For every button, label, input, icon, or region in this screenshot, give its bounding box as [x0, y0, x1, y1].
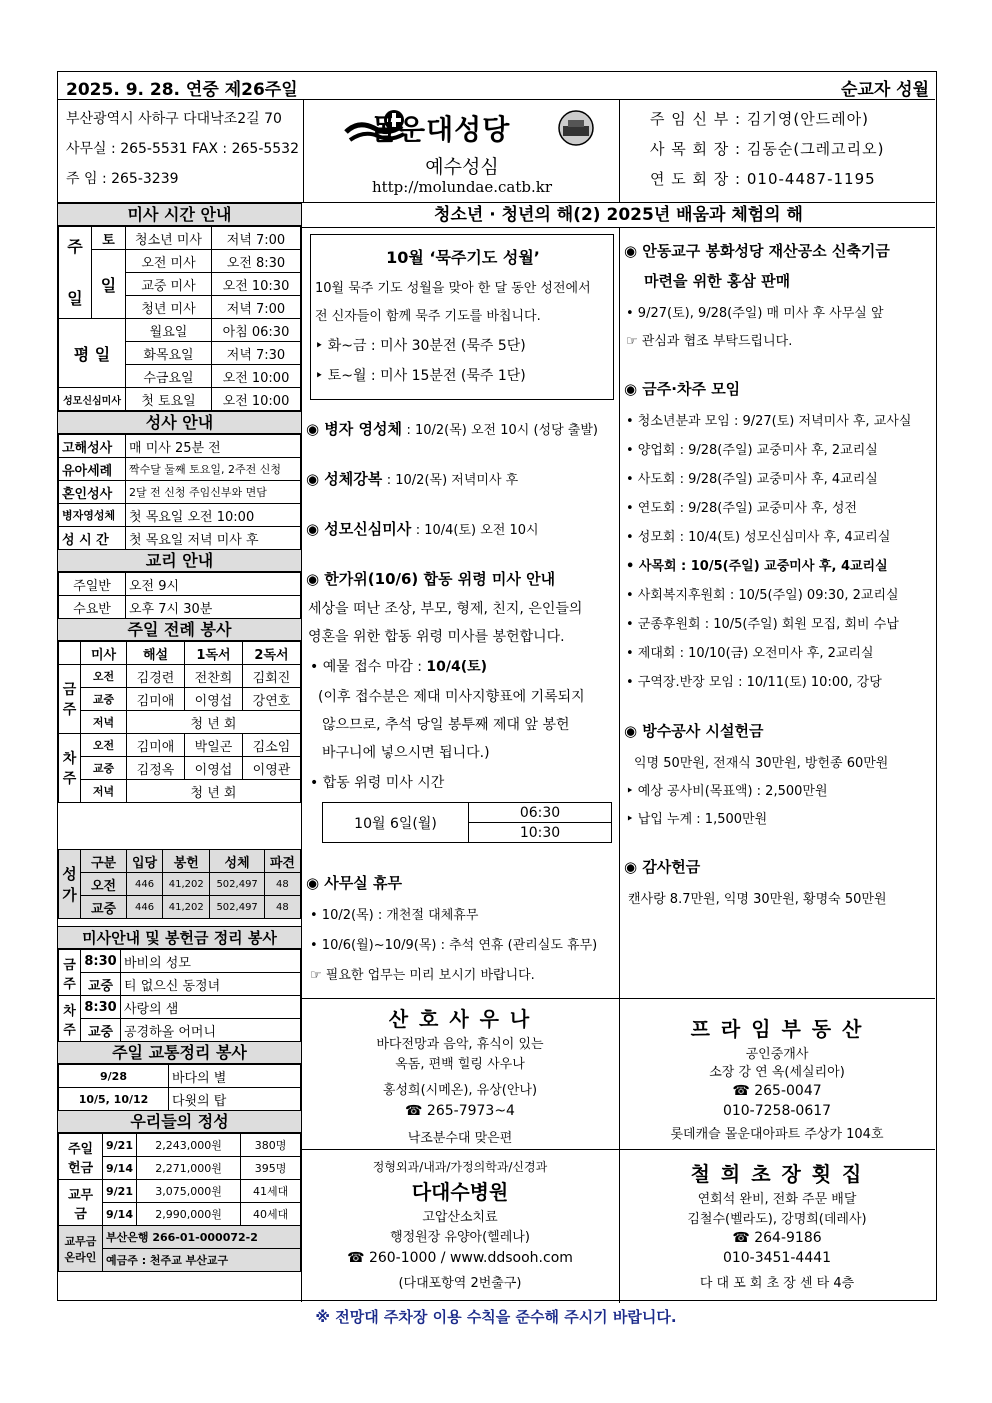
text-cell: 10월 6일(월): [323, 803, 469, 843]
text-cell: 티 없으신 동정녀: [121, 973, 301, 996]
text-cell: 교무금 온라인: [59, 1226, 103, 1272]
text-cell: 금주: [59, 950, 81, 996]
right-column: [620, 228, 935, 998]
text-cell: 영혼을 위한 합동 위령 미사를 봉헌합니다.: [308, 629, 565, 645]
text-cell: 380명: [241, 1134, 301, 1157]
year-banner: 청소년 · 청년의 해(2) 2025년 배움과 체험의 해: [302, 203, 935, 228]
text-cell: • 성모회 : 10/4(토) 성모신심미사 후, 4교리실: [626, 530, 891, 545]
text-cell: 구분: [81, 850, 127, 873]
text-cell: 첫 토요일: [126, 388, 212, 411]
text-cell: 오전: [81, 665, 127, 688]
text-cell: 김미애: [127, 734, 185, 757]
text-cell: • 연도회 : 9/28(주일) 교중미사 후, 성전: [626, 501, 858, 516]
text-cell: 502,497: [210, 873, 264, 896]
text-cell: 저녁 7:00: [212, 227, 301, 250]
text-cell: 2달 전 신청 주임신부와 면담: [126, 481, 301, 504]
text-cell: 혼인성사: [59, 481, 126, 504]
ads-area: 산 호 사 우 나 바다전망과 음악, 휴식이 있는 옥돔, 편백 힐링 사우나 홍성희(시메온), 유상(안나) ☎ 265-7973~4 낙조분수대 맞은편 프 라 임 부 동 산 공인중개사 소장 강 연 옥(세실리아) ☎ 265-0047 010-7258-0617 롯데캐슬 몰운대아파트 주상가 104호 정형외과/내과/가정의학과/신경과 다대수병원 고압산소치료 행정원장 유양아(헬레나) ☎ 260-1000 / www.ddsooh.com (다대포항역 2번출구) 철 희 초 장 횟 집 연회석 완비, 전화 주문 배달 김철수(벨라도), 강명희(데레사) ☎ 264-9186 010-3451-4441 다 대 포 회 초 장 센 타 4층: [302, 998, 935, 1302]
text-cell: 바구니에 넣으시면 됩니다.): [322, 745, 490, 761]
text-cell: 교무금: [59, 1180, 103, 1226]
text-cell: 8:30: [81, 950, 121, 973]
text-cell: 박일곤: [185, 734, 243, 757]
text-cell: 바다의 별: [169, 1065, 301, 1088]
text-cell: 김미애: [127, 688, 185, 711]
header-staff: [620, 100, 935, 203]
sacraments-table: [58, 434, 301, 550]
text-cell: 성가: [59, 850, 81, 919]
text-cell: 저녁 7:00: [212, 296, 301, 319]
text-cell: 청년 미사: [126, 296, 212, 319]
text-cell: ‣ 토~월 : 미사 15분전 (묵주 1단): [315, 368, 526, 384]
office-phone: 사무실 : 265-5531 FAX : 265-5532: [66, 141, 299, 157]
left-column: [58, 203, 302, 1302]
text-cell: ◉ 방수공사 시설헌금: [624, 722, 764, 740]
text-cell: 김회진: [243, 665, 301, 688]
guide-title: 미사안내 및 봉헌금 정리 봉사: [58, 926, 301, 949]
text-cell: 김경련: [127, 665, 185, 688]
text-cell: 502,497: [210, 896, 264, 919]
requiem-time-table: [322, 802, 612, 843]
header-brand: [304, 100, 620, 203]
text-cell: 3,075,000원: [137, 1180, 241, 1203]
text-cell: 화목요일: [126, 342, 212, 365]
text-cell: • 합동 위령 미사 시간: [310, 775, 445, 791]
church-name: 몰운대성당: [370, 113, 511, 146]
text-cell: ◉ 안동교구 봉화성당 재산공소 신축기금: [624, 242, 890, 260]
text-cell: 병자영성체: [59, 504, 126, 527]
songs-table: [58, 849, 301, 919]
text-cell: 9/21: [103, 1134, 137, 1157]
text-cell: 오후 7시 30분: [126, 596, 301, 619]
text-cell: ◉ 성모신심미사 : 10/4(토) 오전 10시: [306, 520, 539, 538]
text-cell: 않으므로, 추석 당일 봉투째 제대 앞 봉헌: [322, 717, 570, 733]
text-cell: 성체: [210, 850, 264, 873]
mass-table: [58, 226, 301, 411]
text-cell: 교중: [81, 973, 121, 996]
priest-phone: 주 임 : 265-3239: [66, 171, 179, 187]
rosary-box: [310, 234, 614, 400]
text-cell: 교중: [81, 1019, 121, 1042]
text-cell: 446: [127, 896, 163, 919]
text-cell: 이영섭: [185, 688, 243, 711]
text-cell: 저녁 7:30: [212, 342, 301, 365]
text-cell: 주 일: [59, 227, 92, 319]
text-cell: 첫 목요일 오전 10:00: [126, 504, 301, 527]
text-cell: 1독서: [185, 642, 243, 665]
text-cell: 입당: [127, 850, 163, 873]
text-cell: 차주: [59, 996, 81, 1042]
liturgy-title: 주일 전례 봉사: [58, 618, 301, 641]
staff-priest: 주 임 신 부 : 김기영(안드레아): [650, 110, 870, 128]
text-cell: 교중: [81, 688, 127, 711]
text-cell: 9/14: [103, 1203, 137, 1226]
text-cell: 40세대: [241, 1203, 301, 1226]
text-cell: 48: [264, 873, 300, 896]
text-cell: 마련을 위한 홍삼 판매: [644, 272, 791, 290]
text-cell: 수요반: [59, 596, 126, 619]
text-cell: 주일반: [59, 573, 126, 596]
text-cell: (이후 접수분은 제대 미사지향표에 기록되지: [318, 689, 585, 705]
text-cell: • 10/2(목) : 개천절 대체휴무: [310, 908, 479, 923]
text-cell: 다윗의 탑: [169, 1088, 301, 1111]
text-cell: 평 일: [59, 319, 126, 388]
traffic-title: 주일 교통정리 봉사: [58, 1041, 301, 1064]
text-cell: • 구역장.반장 모임 : 10/11(토) 10:00, 강당: [626, 675, 882, 690]
liturgy-table: [58, 641, 301, 803]
text-cell: 9/21: [103, 1180, 137, 1203]
text-cell: 41세대: [241, 1180, 301, 1203]
text-cell: 오전: [81, 873, 127, 896]
text-cell: 봉헌: [163, 850, 210, 873]
text-cell: 해설: [127, 642, 185, 665]
text-cell: 익명 50만원, 전재식 30만원, 방헌종 60만원: [634, 756, 889, 771]
text-cell: ‣ 납입 누계 : 1,500만원: [626, 812, 768, 827]
traffic-table: [58, 1064, 301, 1111]
text-cell: 9/14: [103, 1157, 137, 1180]
text-cell: ◉ 감사헌금: [624, 858, 701, 876]
text-cell: 2,243,000원: [137, 1134, 241, 1157]
header-contact: [58, 100, 304, 203]
text-cell: 금주: [59, 665, 81, 734]
text-cell: 395명: [241, 1157, 301, 1180]
text-cell: 06:30: [469, 803, 612, 823]
text-cell: 48: [264, 896, 300, 919]
mass-title: 미사 시간 안내: [58, 203, 301, 226]
text-cell: 오전 10:30: [212, 273, 301, 296]
address: 부산광역시 사하구 다대낙조2길 70: [66, 111, 282, 127]
text-cell: 월요일: [126, 319, 212, 342]
text-cell: 2독서: [243, 642, 301, 665]
text-cell: 8:30: [81, 996, 121, 1019]
doctrine-table: [58, 572, 301, 619]
feast-month: 순교자 성월: [840, 80, 929, 100]
text-cell: 2,990,000원: [137, 1203, 241, 1226]
text-cell: 오전 미사: [126, 250, 212, 273]
text-cell: 세상을 떠난 조상, 부모, 형제, 친지, 은인들의: [308, 601, 583, 617]
text-cell: ‣ 예상 공사비(목표액) : 2,500만원: [626, 784, 828, 799]
text-cell: 공경하올 어머니: [121, 1019, 301, 1042]
text-cell: ☞ 필요한 업무는 미리 보시기 바랍니다.: [310, 968, 535, 983]
text-cell: ☞ 관심과 협조 부탁드립니다.: [626, 334, 793, 349]
text-cell: • 9/27(토), 9/28(주일) 매 미사 후 사무실 앞: [626, 306, 884, 321]
doctrine-title: 교리 안내: [58, 549, 301, 572]
text-cell: 교중 미사: [126, 273, 212, 296]
guide-table: [58, 949, 301, 1042]
text-cell: 청 년 회: [127, 780, 301, 803]
text-cell: 김소임: [243, 734, 301, 757]
text-cell: 10:30: [469, 823, 612, 843]
issue-date: 2025. 9. 28. 연중 제26주일: [66, 80, 298, 100]
text-cell: 캔사랑 8.7만원, 익명 30만원, 황명숙 50만원: [628, 892, 887, 907]
text-cell: 청 년 회: [127, 711, 301, 734]
text-cell: 고해성사: [59, 435, 126, 458]
offerings-table: [58, 1133, 301, 1272]
text-cell: 부산은행 266-01-000072-2: [103, 1226, 301, 1249]
text-cell: 수금요일: [126, 365, 212, 388]
sacraments-title: 성사 안내: [58, 411, 301, 434]
text-cell: ◉ 성체강복 : 10/2(목) 저녁미사 후: [306, 470, 519, 488]
text-cell: 주일헌금: [59, 1134, 103, 1180]
text-cell: 매 미사 25분 전: [126, 435, 301, 458]
text-cell: 전찬희: [185, 665, 243, 688]
text-cell: 41,202: [163, 873, 210, 896]
text-cell: • 제대회 : 10/10(금) 오전미사 후, 2교리실: [626, 646, 874, 661]
middle-column: [302, 228, 620, 998]
text-cell: 파견: [264, 850, 300, 873]
text-cell: ◉ 한가위(10/6) 합동 위령 미사 안내: [306, 570, 556, 588]
text-cell: ◉ 금주·차주 모임: [624, 380, 741, 398]
text-cell: 오전 8:30: [212, 250, 301, 273]
top-bar: [58, 72, 935, 100]
text-cell: ‣ 화~금 : 미사 30분전 (묵주 5단): [315, 338, 526, 354]
text-cell: 10월 묵주 기도 성월을 맞아 한 달 동안 성전에서: [315, 281, 591, 296]
text-cell: 교중: [81, 896, 127, 919]
text-cell: • 10/6(월)~10/9(목) : 추석 연휴 (관리실도 휴무): [310, 938, 598, 953]
text-cell: 첫 목요일 저녁 미사 후: [126, 527, 301, 550]
text-cell: • 청소년분과 모임 : 9/27(토) 저녁미사 후, 교사실: [626, 414, 912, 429]
church-subtitle: 예수성심: [425, 156, 499, 178]
staff-prayer: 연 도 회 장 : 010-4487-1195: [650, 170, 876, 188]
text-cell: 2,271,000원: [137, 1157, 241, 1180]
text-cell: • 사회복지후원회 : 10/5(주일) 09:30, 2교리실: [626, 588, 899, 603]
text-cell: 미사: [81, 642, 127, 665]
text-cell: 오전: [81, 734, 127, 757]
text-cell: 10/5, 10/12: [59, 1088, 169, 1111]
text-cell: 저녁: [81, 780, 127, 803]
text-cell: 41,202: [163, 896, 210, 919]
text-cell: 저녁: [81, 711, 127, 734]
offerings-title: 우리들의 정성: [58, 1110, 301, 1133]
text-cell: 강연호: [243, 688, 301, 711]
text-cell: ◉ 병자 영성체 : 10/2(목) 오전 10시 (성당 출발): [306, 420, 598, 438]
text-cell: 오전 10:00: [212, 365, 301, 388]
church-url[interactable]: http://molundae.catb.kr: [371, 178, 553, 196]
text-cell: 이영관: [243, 757, 301, 780]
text-cell: • 사도회 : 9/28(주일) 교중미사 후, 4교리실: [626, 472, 878, 487]
text-cell: 일: [92, 250, 126, 319]
text-cell: • 사목회 : 10/5(주일) 교중미사 후, 4교리실: [626, 559, 888, 574]
text-cell: 아침 06:30: [212, 319, 301, 342]
text-cell: 성 시 간: [59, 527, 126, 550]
text-cell: 교중: [81, 757, 127, 780]
text-cell: 김정옥: [127, 757, 185, 780]
text-cell: 유아세례: [59, 458, 126, 481]
text-cell: [59, 642, 81, 665]
text-cell: 차주: [59, 734, 81, 803]
footer-notice: ※ 전망대 주차장 이용 수칙을 준수해 주시기 바랍니다.: [315, 1308, 677, 1326]
text-cell: 바비의 성모: [121, 950, 301, 973]
text-cell: 9/28: [59, 1065, 169, 1088]
text-cell: • 양업회 : 9/28(주일) 교중미사 후, 2교리실: [626, 443, 878, 458]
staff-council: 사 목 회 장 : 김동순(그레고리오): [650, 140, 885, 158]
text-cell: 446: [127, 873, 163, 896]
text-cell: 10월 ‘묵주기도 성월’: [386, 248, 540, 267]
text-cell: 청소년 미사: [126, 227, 212, 250]
text-cell: 성모신심미사: [59, 388, 126, 411]
text-cell: 예금주 : 천주교 부산교구: [103, 1249, 301, 1272]
text-cell: • 군종후원회 : 10/5(주일) 회원 모집, 회비 수납: [626, 617, 899, 632]
text-cell: 사랑의 샘: [121, 996, 301, 1019]
text-cell: 짝수달 둘째 토요일, 2주전 신청: [126, 458, 301, 481]
text-cell: 오전 9시: [126, 573, 301, 596]
text-cell: 이영섭: [185, 757, 243, 780]
text-cell: 오전 10:00: [212, 388, 301, 411]
text-cell: 전 신자들이 함께 묵주 기도를 바칩니다.: [315, 309, 541, 324]
text-cell: ◉ 사무실 휴무: [306, 874, 402, 892]
bulletin-page: [57, 71, 937, 1301]
text-cell: • 예물 접수 마감 : 10/4(토): [310, 659, 488, 675]
text-cell: 토: [92, 227, 126, 250]
